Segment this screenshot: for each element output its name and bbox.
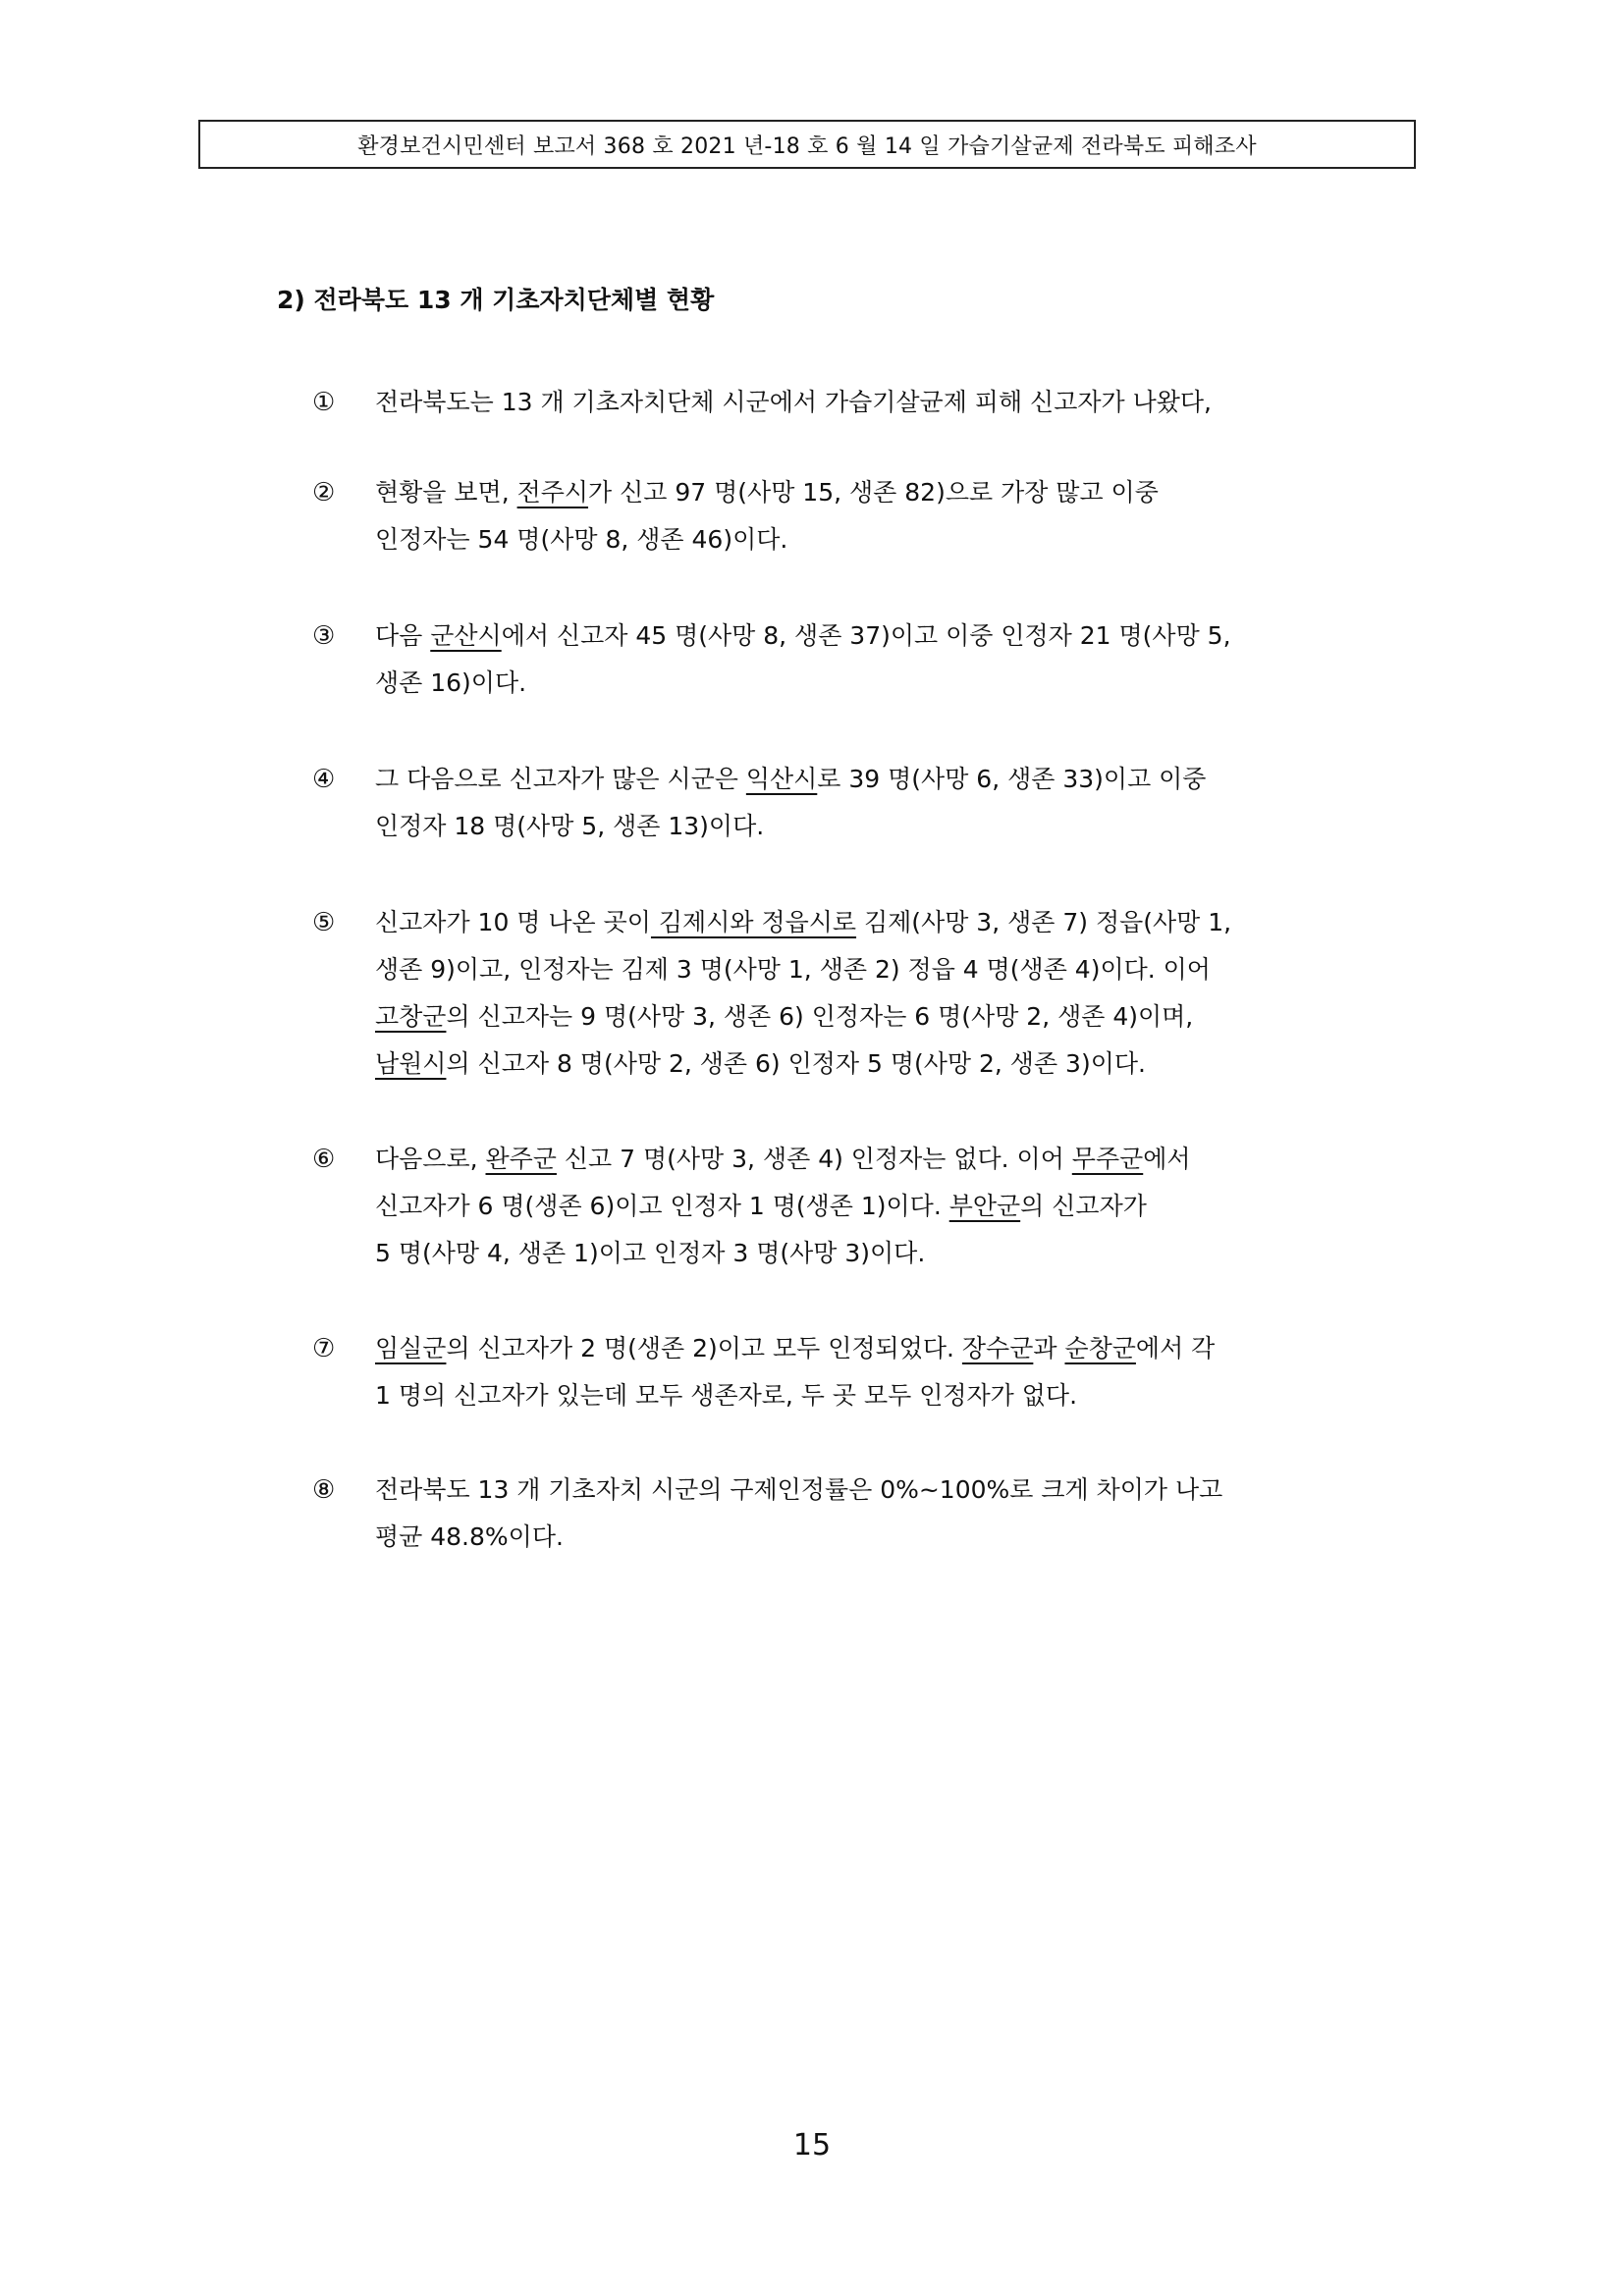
item-text	[375, 469, 1432, 563]
item-text	[375, 1136, 1432, 1277]
underlined-place-name: 익산시	[745, 765, 818, 793]
text-line	[375, 613, 1432, 660]
text-segment: 현황을 보면,	[375, 478, 517, 507]
item-text	[375, 379, 1432, 426]
text-line	[375, 946, 1432, 993]
underlined-place-name: 군산시	[430, 621, 502, 650]
report-header	[198, 120, 1416, 169]
item-number: ④	[312, 765, 336, 794]
item-number: ③	[312, 621, 336, 651]
text-segment: 다음	[375, 621, 431, 650]
item-number: ⑥	[312, 1145, 336, 1174]
text-segment: 전라북도는 13 개 기초자치단체 시군에서 가습기살균제 피해 신고자가 나왔다,	[375, 388, 1212, 416]
text-segment: 의 신고자 8 명(사망 2, 생존 6) 인정자 5 명(사망 2, 생존 3)이다.	[446, 1049, 1146, 1078]
text-line	[375, 1372, 1432, 1419]
text-line	[375, 1325, 1432, 1372]
underlined-place-name: 순창군	[1064, 1334, 1136, 1362]
text-segment: 전라북도 13 개 기초자치 시군의 구제인정률은 0%~100%로 크게 차이가 나고	[375, 1475, 1223, 1504]
item-number: ②	[312, 478, 336, 507]
underlined-place-name: 김제시와 정읍시로	[650, 908, 857, 936]
text-line	[375, 1183, 1432, 1230]
text-line	[375, 469, 1432, 516]
text-segment: 가 신고 97 명(사망 15, 생존 82)으로 가장 많고 이중	[588, 478, 1159, 507]
text-segment: 의 신고자가 2 명(생존 2)이고 모두 인정되었다.	[446, 1334, 962, 1362]
text-segment: 생존 16)이다.	[375, 668, 527, 697]
text-segment: 그 다음으로 신고자가 많은 시군은	[375, 765, 746, 793]
text-segment: 의 신고자가	[1020, 1192, 1147, 1220]
item-text	[375, 756, 1432, 850]
text-line	[375, 1041, 1432, 1088]
text-segment: 생존 9)이고, 인정자는 김제 3 명(사망 1, 생존 2) 정읍 4 명(생존 4)이다. 이어	[375, 955, 1211, 984]
text-segment: 평균 48.8%이다.	[375, 1522, 564, 1551]
page-number: 15	[792, 2128, 832, 2163]
text-segment: 인정자 18 명(사망 5, 생존 13)이다.	[375, 812, 765, 840]
section-heading: 2) 전라북도 13 개 기초자치단체별 현황	[277, 286, 715, 314]
underlined-place-name: 임실군	[375, 1334, 447, 1362]
underlined-place-name: 무주군	[1071, 1145, 1144, 1173]
report-header-title: 환경보건시민센터 보고서 368 호 2021 년-18 호 6 월 14 일 가습기살균제 전라북도 피해조사	[357, 133, 1257, 159]
text-line	[375, 756, 1432, 803]
underlined-place-name: 고창군	[375, 1002, 447, 1031]
underlined-place-name: 완주군	[485, 1145, 557, 1173]
text-line	[375, 1514, 1432, 1561]
text-segment: 의 신고자는 9 명(사망 3, 생존 6) 인정자는 6 명(사망 2, 생존 4)이며,	[446, 1002, 1194, 1031]
underlined-place-name: 부안군	[948, 1192, 1021, 1220]
text-segment: 인정자는 54 명(사망 8, 생존 46)이다.	[375, 525, 788, 554]
text-segment: 에서	[1143, 1145, 1191, 1173]
text-line	[375, 516, 1432, 563]
text-segment: 에서 신고자 45 명(사망 8, 생존 37)이고 이중 인정자 21 명(사망 5,	[501, 621, 1231, 650]
text-segment: 다음으로,	[375, 1145, 486, 1173]
text-segment: 신고자가 10 명 나온 곳이	[375, 908, 651, 936]
item-text	[375, 1325, 1432, 1419]
text-line	[375, 899, 1432, 946]
text-line	[375, 803, 1432, 850]
item-number: ⑧	[312, 1475, 336, 1505]
item-number: ⑦	[312, 1334, 336, 1363]
text-line	[375, 1467, 1432, 1514]
text-segment: 5 명(사망 4, 생존 1)이고 인정자 3 명(사망 3)이다.	[375, 1239, 926, 1267]
item-number: ⑤	[312, 908, 336, 937]
text-segment: 김제(사망 3, 생존 7) 정읍(사망 1,	[856, 908, 1232, 936]
text-segment: 1 명의 신고자가 있는데 모두 생존자로, 두 곳 모두 인정자가 없다.	[375, 1381, 1078, 1410]
text-segment: 에서 각	[1135, 1334, 1216, 1362]
item-text	[375, 899, 1432, 1088]
text-segment: 신고 7 명(사망 3, 생존 4) 인정자는 없다. 이어	[556, 1145, 1072, 1173]
item-text	[375, 613, 1432, 707]
text-line	[375, 1230, 1432, 1277]
item-number: ①	[312, 388, 336, 417]
text-segment: 신고자가 6 명(생존 6)이고 인정자 1 명(생존 1)이다.	[375, 1192, 949, 1220]
text-line	[375, 993, 1432, 1041]
underlined-place-name: 장수군	[961, 1334, 1034, 1362]
text-line	[375, 660, 1432, 707]
item-text	[375, 1467, 1432, 1561]
underlined-place-name: 전주시	[516, 478, 589, 507]
underlined-place-name: 남원시	[375, 1049, 447, 1078]
text-segment: 로 39 명(사망 6, 생존 33)이고 이중	[817, 765, 1207, 793]
text-line	[375, 1136, 1432, 1183]
text-segment: 과	[1033, 1334, 1065, 1362]
text-line	[375, 379, 1432, 426]
